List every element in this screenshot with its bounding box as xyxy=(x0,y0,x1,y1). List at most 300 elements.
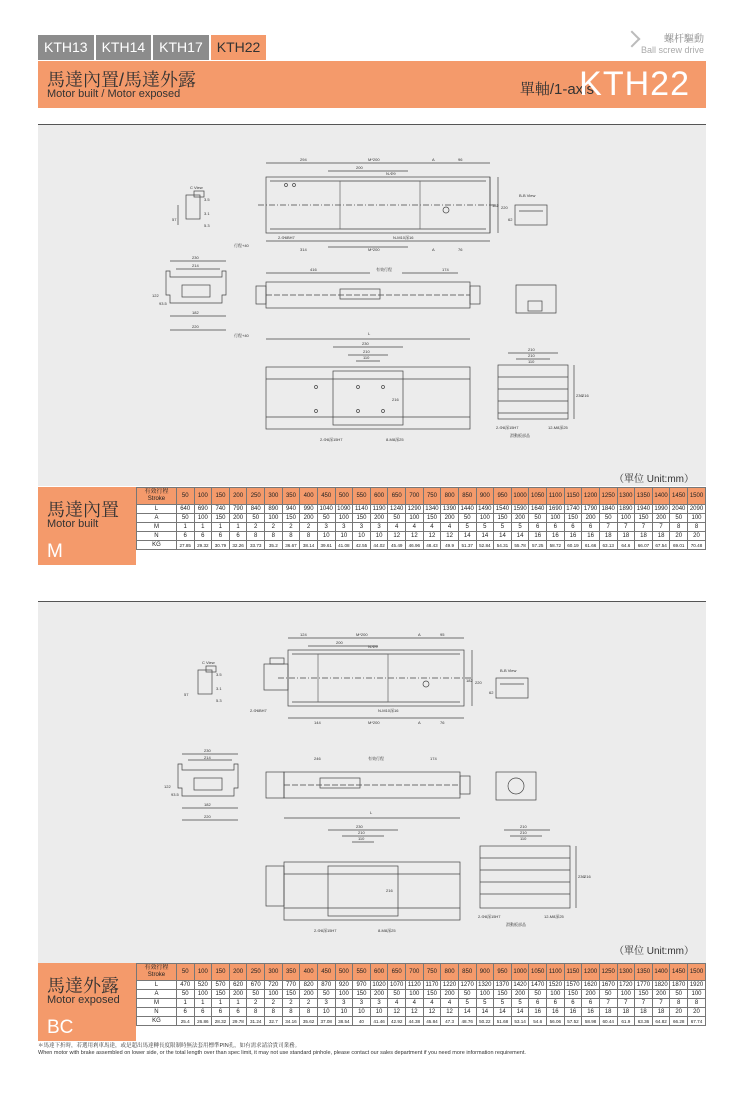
table-cell: 40 xyxy=(353,1017,371,1026)
dim-label: 滑動板部品 xyxy=(510,433,530,438)
table-cell: 10 xyxy=(335,1008,353,1017)
table-cell: 49.9 xyxy=(441,541,459,550)
table-cell: 1 xyxy=(194,999,212,1008)
dim-label: N-Φ9 xyxy=(386,171,396,176)
table-cell: 1390 xyxy=(441,505,459,514)
table-cell: 200 xyxy=(652,990,670,999)
stroke-cell: 800 xyxy=(441,964,459,981)
dim-label: 57 xyxy=(184,692,189,697)
dim-label: 182 xyxy=(492,203,499,208)
table-cell: 1470 xyxy=(529,981,547,990)
table-cell: 50 xyxy=(247,990,265,999)
table-cell: 1 xyxy=(212,523,230,532)
table-cell: 1120 xyxy=(406,981,424,990)
table-cell: 3 xyxy=(317,523,335,532)
dim-label: 12-M8深25 xyxy=(544,914,564,919)
table-cell: 27.85 xyxy=(176,541,194,550)
table-cell: 1020 xyxy=(370,981,388,990)
stroke-cell: 1000 xyxy=(511,488,529,505)
section-title: 馬達外露 xyxy=(47,976,119,996)
dim-label: 220 xyxy=(501,205,508,210)
stroke-label-zh: 有效行程 xyxy=(144,489,169,495)
table-cell: 1870 xyxy=(670,981,688,990)
dim-label: 220 xyxy=(192,324,199,329)
table-cell: 10 xyxy=(353,532,371,541)
table-cell: 770 xyxy=(282,981,300,990)
view-label: C View xyxy=(202,660,215,665)
dim-label: 3.1 xyxy=(204,211,210,216)
table-cell: 620 xyxy=(229,981,247,990)
drawing-panel-motor-built xyxy=(38,124,706,486)
table-cell: 16 xyxy=(564,1008,582,1017)
stroke-cell: 1250 xyxy=(599,488,617,505)
page-subtitle: Motor built / Motor exposed xyxy=(47,88,181,100)
stroke-cell: 750 xyxy=(423,488,441,505)
stroke-cell: 1250 xyxy=(599,964,617,981)
stroke-cell: 1400 xyxy=(652,488,670,505)
table-cell: 63.36 xyxy=(635,1017,653,1026)
stroke-cell: 1000 xyxy=(511,964,529,981)
table-row xyxy=(137,1008,706,1017)
table-cell: 16 xyxy=(564,532,582,541)
table-cell: 10 xyxy=(370,532,388,541)
table-cell: 200 xyxy=(229,514,247,523)
dim-label: 124 xyxy=(300,632,307,637)
table-header-row xyxy=(137,488,706,505)
table-cell: 26.86 xyxy=(194,1017,212,1026)
table-cell: 970 xyxy=(353,981,371,990)
table-cell: 50 xyxy=(599,990,617,999)
table-cell: 3 xyxy=(370,523,388,532)
tab-kth17[interactable]: KTH17 xyxy=(153,35,209,60)
table-cell: 3 xyxy=(353,523,371,532)
table-cell: 18 xyxy=(652,532,670,541)
table-cell: 1840 xyxy=(599,505,617,514)
dim-label: 76 xyxy=(440,720,445,725)
table-cell: 940 xyxy=(282,505,300,514)
table-cell: 840 xyxy=(247,505,265,514)
table-cell: 12 xyxy=(441,1008,459,1017)
dim-label: 200 xyxy=(336,640,343,645)
stroke-cell: 1500 xyxy=(688,964,706,981)
row-label: KG xyxy=(137,541,177,550)
view-label: B-B View xyxy=(519,193,536,198)
table-row xyxy=(137,541,706,550)
table-cell: 60.44 xyxy=(599,1017,617,1026)
table-cell: 1240 xyxy=(388,505,406,514)
stroke-cell: 1050 xyxy=(529,964,547,981)
section-code: BC xyxy=(47,1017,74,1038)
table-cell: 200 xyxy=(582,990,600,999)
table-cell: 1 xyxy=(194,523,212,532)
table-cell: 12 xyxy=(406,1008,424,1017)
table-cell: 640 xyxy=(176,505,194,514)
table-cell: 100 xyxy=(194,514,212,523)
dim-label: 182 xyxy=(192,310,199,315)
table-cell: 6 xyxy=(194,1008,212,1017)
table-cell: 150 xyxy=(353,514,371,523)
table-cell: 50.22 xyxy=(476,1017,494,1026)
table-row xyxy=(137,523,706,532)
dim-label: 210 xyxy=(528,353,535,358)
stroke-cell: 100 xyxy=(194,488,212,505)
table-cell: 150 xyxy=(494,514,512,523)
page-title: 馬達內置/馬達外露 xyxy=(47,70,197,90)
dim-label: 滑動板部品 xyxy=(506,922,526,927)
stroke-cell: 1050 xyxy=(529,488,547,505)
table-cell: 6 xyxy=(564,999,582,1008)
dim-label: 144 xyxy=(314,720,321,725)
table-cell: 150 xyxy=(635,514,653,523)
table-cell: 100 xyxy=(617,990,635,999)
table-cell: 4 xyxy=(423,999,441,1008)
dim-label: 110 xyxy=(363,355,370,360)
dim-label: 210 xyxy=(358,830,365,835)
table-cell: 8 xyxy=(265,532,283,541)
stroke-cell: 300 xyxy=(265,964,283,981)
table-cell: 200 xyxy=(441,990,459,999)
table-cell: 8 xyxy=(688,523,706,532)
dim-label: 93.5 xyxy=(159,301,167,306)
table-cell: 41.08 xyxy=(335,541,353,550)
table-cell: 32.26 xyxy=(229,541,247,550)
table-row xyxy=(137,1017,706,1026)
table-cell: 1040 xyxy=(317,505,335,514)
table-cell: 1920 xyxy=(688,981,706,990)
table-cell: 61.66 xyxy=(582,541,600,550)
dim-label: 95 xyxy=(440,632,445,637)
table-cell: 150 xyxy=(564,514,582,523)
table-cell: 12 xyxy=(406,532,424,541)
table-cell: 58.98 xyxy=(582,1017,600,1026)
table-cell: 45.49 xyxy=(388,541,406,550)
dim-label: 2-Φ6BH7 xyxy=(250,708,267,713)
table-cell: 42.55 xyxy=(353,541,371,550)
drawing-panel-motor-exposed xyxy=(38,601,706,964)
table-cell: 920 xyxy=(335,981,353,990)
brand-en: Ball screw drive xyxy=(640,45,704,55)
row-label: M xyxy=(137,523,177,532)
dim-label: A xyxy=(432,157,435,162)
stroke-cell: 500 xyxy=(335,488,353,505)
table-cell: 1 xyxy=(176,999,194,1008)
dim-label: 214 xyxy=(192,263,199,268)
table-row xyxy=(137,999,706,1008)
table-cell: 60.19 xyxy=(564,541,582,550)
dim-label: 216 xyxy=(584,874,591,879)
table-cell: 720 xyxy=(265,981,283,990)
dim-label: 314 xyxy=(300,247,307,252)
table-cell: 18 xyxy=(599,532,617,541)
dim-label: 174 xyxy=(442,267,449,272)
table-cell: 5 xyxy=(494,999,512,1008)
stroke-cell: 1150 xyxy=(564,964,582,981)
dim-label: 62 xyxy=(508,217,513,222)
dim-label: 122 xyxy=(164,784,171,789)
table-cell: 690 xyxy=(194,505,212,514)
table-cell: 470 xyxy=(176,981,194,990)
dim-label: 246 xyxy=(314,756,321,761)
stroke-cell: 450 xyxy=(317,488,335,505)
table-cell: 7 xyxy=(652,999,670,1008)
table-cell: 2 xyxy=(265,523,283,532)
table-cell: 200 xyxy=(300,514,318,523)
stroke-cell: 1200 xyxy=(582,488,600,505)
table-cell: 56.06 xyxy=(547,1017,565,1026)
table-cell: 200 xyxy=(652,514,670,523)
table-cell: 51.68 xyxy=(494,1017,512,1026)
dim-label: 416 xyxy=(310,267,317,272)
table-row xyxy=(137,532,706,541)
table-cell: 2 xyxy=(282,999,300,1008)
table-cell: 12 xyxy=(423,532,441,541)
table-cell: 10 xyxy=(370,1008,388,1017)
table-cell: 7 xyxy=(599,523,617,532)
stroke-cell: 550 xyxy=(353,488,371,505)
table-cell: 2090 xyxy=(688,505,706,514)
tab-kth22[interactable]: KTH22 xyxy=(211,35,267,60)
table-cell: 1 xyxy=(229,999,247,1008)
dim-label: 216 xyxy=(582,393,589,398)
dim-label: 182 xyxy=(466,678,473,683)
dim-label: M*200 xyxy=(368,157,380,162)
spec-side-label xyxy=(38,963,136,1041)
chevron-right-icon xyxy=(624,31,641,48)
dim-label: 2-Φ8深15H7 xyxy=(478,914,501,919)
table-cell: 100 xyxy=(335,990,353,999)
table-cell: 45.84 xyxy=(423,1017,441,1026)
spec-section-motor-exposed xyxy=(38,963,706,1041)
table-cell: 1 xyxy=(229,523,247,532)
dim-label: 216 xyxy=(386,888,393,893)
view-label: B-B View xyxy=(500,668,517,673)
table-cell: 150 xyxy=(212,514,230,523)
table-cell: 35.2 xyxy=(265,541,283,550)
section-title: 馬達內置 xyxy=(47,500,119,520)
table-cell: 18 xyxy=(599,1008,617,1017)
dim-label: 2-Φ8深15H7 xyxy=(314,928,337,933)
table-cell: 16 xyxy=(529,532,547,541)
table-cell: 30.79 xyxy=(212,541,230,550)
stroke-cell: 200 xyxy=(229,488,247,505)
table-cell: 100 xyxy=(617,514,635,523)
table-cell: 12 xyxy=(388,1008,406,1017)
table-cell: 6 xyxy=(529,523,547,532)
table-cell: 20 xyxy=(688,1008,706,1017)
table-cell: 18 xyxy=(652,1008,670,1017)
table-cell: 8 xyxy=(247,1008,265,1017)
dim-label: 210 xyxy=(520,824,527,829)
table-cell: 6 xyxy=(176,532,194,541)
dim-label: N-M10深16 xyxy=(378,708,399,713)
table-cell: 100 xyxy=(335,514,353,523)
table-cell: 150 xyxy=(423,514,441,523)
table-cell: 1440 xyxy=(458,505,476,514)
dim-label: 12-M8深25 xyxy=(548,425,568,430)
table-cell: 20 xyxy=(688,532,706,541)
table-cell: 1370 xyxy=(494,981,512,990)
dim-label: 有效行程 xyxy=(376,267,392,272)
table-cell: 12 xyxy=(441,532,459,541)
stroke-header xyxy=(137,488,177,505)
stroke-cell: 900 xyxy=(476,964,494,981)
table-cell: 66.07 xyxy=(635,541,653,550)
table-cell: 7 xyxy=(652,523,670,532)
stroke-label-zh: 有效行程 xyxy=(144,965,169,971)
table-cell: 57.25 xyxy=(529,541,547,550)
table-cell: 1270 xyxy=(458,981,476,990)
table-cell: 50 xyxy=(317,990,335,999)
brand-label xyxy=(641,30,704,55)
table-cell: 61.9 xyxy=(617,1017,635,1026)
table-cell: 28.32 xyxy=(212,1017,230,1026)
table-cell: 100 xyxy=(406,990,424,999)
stroke-cell: 450 xyxy=(317,964,335,981)
table-cell: 38.54 xyxy=(335,1017,353,1026)
table-cell: 990 xyxy=(300,505,318,514)
table-cell: 100 xyxy=(194,990,212,999)
table-cell: 1 xyxy=(176,523,194,532)
table-cell: 4 xyxy=(406,523,424,532)
dim-label: 230 xyxy=(362,341,369,346)
table-cell: 3 xyxy=(370,999,388,1008)
table-cell: 5 xyxy=(458,523,476,532)
table-cell: 6 xyxy=(212,532,230,541)
table-cell: 200 xyxy=(370,990,388,999)
stroke-cell: 1200 xyxy=(582,964,600,981)
table-cell: 42.92 xyxy=(388,1017,406,1026)
section-subtitle: Motor exposed xyxy=(47,994,120,1006)
table-cell: 200 xyxy=(511,990,529,999)
dim-label: 93.5 xyxy=(171,792,179,797)
dim-label: 62 xyxy=(489,690,494,695)
dim-label: 3.5 xyxy=(204,197,210,202)
table-cell: 200 xyxy=(300,990,318,999)
table-cell: 50 xyxy=(529,514,547,523)
stroke-cell: 200 xyxy=(229,964,247,981)
table-cell: 39.61 xyxy=(317,541,335,550)
table-cell: 50 xyxy=(176,514,194,523)
model-title: KTH22 xyxy=(579,65,690,103)
table-cell: 1590 xyxy=(511,505,529,514)
table-cell: 1340 xyxy=(423,505,441,514)
table-cell: 50 xyxy=(670,990,688,999)
stroke-cell: 400 xyxy=(300,964,318,981)
stroke-cell: 1300 xyxy=(617,964,635,981)
table-cell: 1890 xyxy=(617,505,635,514)
row-label: KG xyxy=(137,1017,177,1026)
table-cell: 1140 xyxy=(353,505,371,514)
table-row xyxy=(137,981,706,990)
table-cell: 14 xyxy=(494,532,512,541)
table-cell: 50 xyxy=(599,514,617,523)
tab-kth13[interactable]: KTH13 xyxy=(38,35,94,60)
table-cell: 8 xyxy=(282,532,300,541)
table-cell: 14 xyxy=(476,532,494,541)
dim-label: 110 xyxy=(528,359,535,364)
table-cell: 790 xyxy=(229,505,247,514)
stroke-cell: 700 xyxy=(406,488,424,505)
table-cell: 37.08 xyxy=(317,1017,335,1026)
table-cell: 5 xyxy=(511,999,529,1008)
table-cell: 18 xyxy=(617,532,635,541)
table-cell: 100 xyxy=(688,514,706,523)
dim-label: L xyxy=(368,331,371,336)
stroke-cell: 850 xyxy=(458,488,476,505)
dim-label: 214 xyxy=(204,755,211,760)
table-cell: 1740 xyxy=(564,505,582,514)
stroke-cell: 150 xyxy=(212,964,230,981)
row-label: L xyxy=(137,981,177,990)
footnote-en: When motor with brake assembled on lower side, or the total length over than spec limit, it may not use standard pinhole, please contact our sales department if you need more information requirement. xyxy=(38,1050,526,1056)
table-cell: 6 xyxy=(547,523,565,532)
stroke-cell: 500 xyxy=(335,964,353,981)
stroke-cell: 1300 xyxy=(617,488,635,505)
table-cell: 50 xyxy=(317,514,335,523)
row-label: N xyxy=(137,532,177,541)
table-cell: 1690 xyxy=(547,505,565,514)
table-cell: 5 xyxy=(511,523,529,532)
stroke-cell: 350 xyxy=(282,964,300,981)
table-cell: 8 xyxy=(300,532,318,541)
table-cell: 1220 xyxy=(441,981,459,990)
table-cell: 6 xyxy=(229,1008,247,1017)
table-cell: 2 xyxy=(265,999,283,1008)
table-cell: 1720 xyxy=(617,981,635,990)
table-cell: 14 xyxy=(511,1008,529,1017)
table-cell: 36.67 xyxy=(282,541,300,550)
table-cell: 6 xyxy=(529,999,547,1008)
section-subtitle: Motor built xyxy=(47,518,99,530)
table-cell: 18 xyxy=(635,532,653,541)
table-cell: 5 xyxy=(476,523,494,532)
dim-label: 2-Φ8深15H7 xyxy=(320,437,343,442)
header-banner xyxy=(38,61,706,108)
row-label: N xyxy=(137,1008,177,1017)
view-label: C View xyxy=(190,185,203,190)
stroke-cell: 150 xyxy=(212,488,230,505)
stroke-cell: 550 xyxy=(353,964,371,981)
table-cell: 54.6 xyxy=(529,1017,547,1026)
stroke-cell: 1350 xyxy=(635,964,653,981)
dim-label: L xyxy=(370,810,373,815)
stroke-cell: 400 xyxy=(300,488,318,505)
dim-label: 2-Φ6BH7 xyxy=(278,235,295,240)
table-cell: 3 xyxy=(353,999,371,1008)
table-cell: 14 xyxy=(511,532,529,541)
table-cell: 47.3 xyxy=(441,1017,459,1026)
spec-table xyxy=(136,963,706,1026)
table-cell: 10 xyxy=(317,532,335,541)
table-cell: 7 xyxy=(617,999,635,1008)
dim-label: 行程+40 xyxy=(234,243,249,248)
tab-kth14[interactable]: KTH14 xyxy=(96,35,152,60)
table-cell: 8 xyxy=(282,1008,300,1017)
table-cell: 5 xyxy=(458,999,476,1008)
table-cell: 46.96 xyxy=(406,541,424,550)
table-cell: 100 xyxy=(406,514,424,523)
dim-label: A xyxy=(418,720,421,725)
table-cell: 1320 xyxy=(476,981,494,990)
dim-label: 236 xyxy=(576,393,583,398)
stroke-cell: 50 xyxy=(176,964,194,981)
table-cell: 64.82 xyxy=(652,1017,670,1026)
dim-label: 210 xyxy=(363,349,370,354)
table-cell: 2 xyxy=(282,523,300,532)
unit-label: （單位 Unit:mm） xyxy=(614,946,694,957)
table-cell: 50 xyxy=(458,990,476,999)
table-cell: 10 xyxy=(353,1008,371,1017)
